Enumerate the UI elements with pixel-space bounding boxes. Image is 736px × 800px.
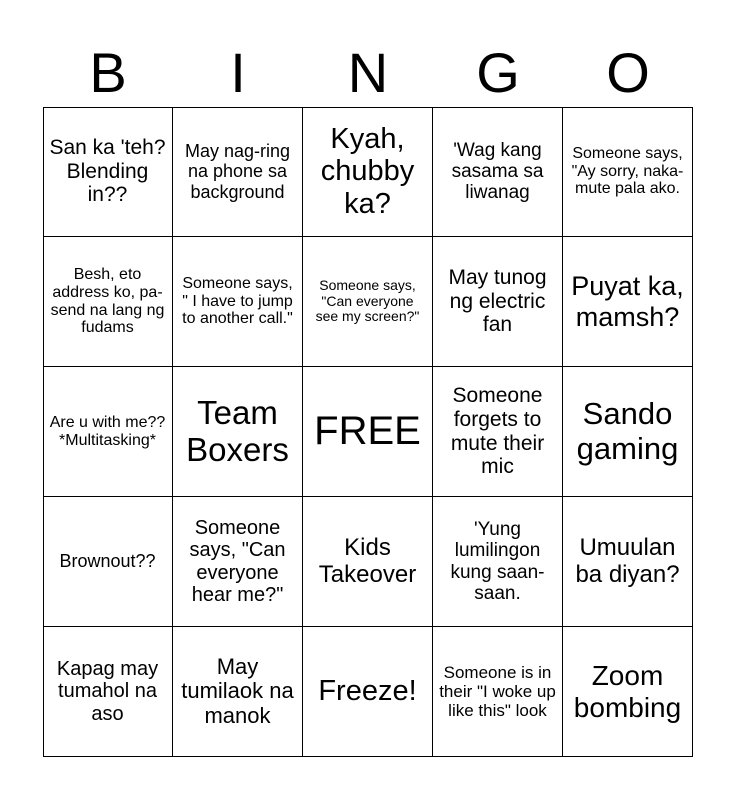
bingo-cell-text: Brownout?? xyxy=(59,551,156,572)
bingo-header xyxy=(43,40,693,106)
bingo-card xyxy=(43,107,693,757)
bingo-cell-r3-c2[interactable] xyxy=(173,367,303,497)
bingo-cell-r3-c4[interactable] xyxy=(433,367,563,497)
bingo-cell-r1-c3[interactable] xyxy=(303,107,433,237)
bingo-cell-r2-c3[interactable] xyxy=(303,237,433,367)
bingo-cell-r3-c5[interactable] xyxy=(563,367,692,497)
bingo-cell-text: May tumilaok na manok xyxy=(181,653,294,728)
bingo-cell-r1-c5[interactable] xyxy=(563,107,692,237)
bingo-cell-text: 'Yung lumilingon kung saan-saan. xyxy=(450,518,545,604)
bingo-cell-r5-c2[interactable] xyxy=(173,627,303,756)
bingo-cell-text: Are u with me?? *Multitasking* xyxy=(49,413,166,449)
bingo-cell-text: Puyat ka, mamsh? xyxy=(571,271,684,332)
bingo-cell-text: Umuulan ba diyan? xyxy=(575,533,680,588)
bingo-cell-text: Someone says, "Can everyone hear me?" xyxy=(189,516,286,606)
bingo-cell-r5-c5[interactable] xyxy=(563,627,692,756)
header-letter-n: N xyxy=(347,41,389,104)
bingo-cell-r4-c1[interactable] xyxy=(43,497,173,627)
header-letter-b: B xyxy=(89,41,127,104)
bingo-cell-text: San ka 'teh? Blending in?? xyxy=(49,136,166,207)
bingo-cell-text: Kids Takeover xyxy=(318,533,417,588)
bingo-cell-text: May tunog ng electric fan xyxy=(448,266,547,337)
bingo-cell-r3-c3[interactable] xyxy=(303,367,433,497)
bingo-cell-r1-c4[interactable] xyxy=(433,107,563,237)
bingo-cell-text: Besh, eto address ko, pa-send na lang ng fudams xyxy=(50,265,165,337)
bingo-cell-r4-c3[interactable] xyxy=(303,497,433,627)
bingo-cell-text: Sando gaming xyxy=(576,395,679,466)
bingo-cell-r4-c2[interactable] xyxy=(173,497,303,627)
bingo-cell-r1-c1[interactable] xyxy=(43,107,173,237)
bingo-cell-text: Someone says, " I have to jump to another call." xyxy=(182,274,293,328)
bingo-cell-text: May nag-ring na phone sa background xyxy=(184,141,291,202)
bingo-cell-text: Someone says, "Ay sorry, naka-mute pala ako. xyxy=(571,144,684,198)
bingo-cell-r2-c4[interactable] xyxy=(433,237,563,367)
bingo-cell-text: Freeze! xyxy=(318,675,417,708)
bingo-cell-r2-c2[interactable] xyxy=(173,237,303,367)
header-letter-o: O xyxy=(606,41,650,104)
bingo-cell-r4-c4[interactable] xyxy=(433,497,563,627)
bingo-cell-r2-c1[interactable] xyxy=(43,237,173,367)
bingo-cell-r5-c1[interactable] xyxy=(43,627,173,756)
bingo-cell-text: FREE xyxy=(314,409,421,454)
header-letter-g: G xyxy=(476,41,520,104)
bingo-cell-text: Someone forgets to mute their mic xyxy=(450,384,545,479)
bingo-cell-text: Someone says, "Can everyone see my screen?" xyxy=(315,276,420,325)
bingo-cell-r1-c2[interactable] xyxy=(173,107,303,237)
bingo-cell-text: Kapag may tumahol na aso xyxy=(56,657,159,725)
bingo-cell-r2-c5[interactable] xyxy=(563,237,692,367)
bingo-cell-text: 'Wag kang sasama sa liwanag xyxy=(451,139,544,204)
bingo-cell-text: Someone is in their "I woke up like this" look xyxy=(439,662,556,721)
bingo-cell-r5-c3[interactable] xyxy=(303,627,433,756)
bingo-cell-text: Kyah, chubby ka? xyxy=(320,122,415,220)
bingo-cell-r5-c4[interactable] xyxy=(433,627,563,756)
bingo-cell-r4-c5[interactable] xyxy=(563,497,692,627)
bingo-cell-text: Team Boxers xyxy=(186,393,289,468)
bingo-cell-text: Zoom bombing xyxy=(573,660,682,723)
bingo-cell-r3-c1[interactable] xyxy=(43,367,173,497)
header-letter-i: I xyxy=(230,41,246,104)
